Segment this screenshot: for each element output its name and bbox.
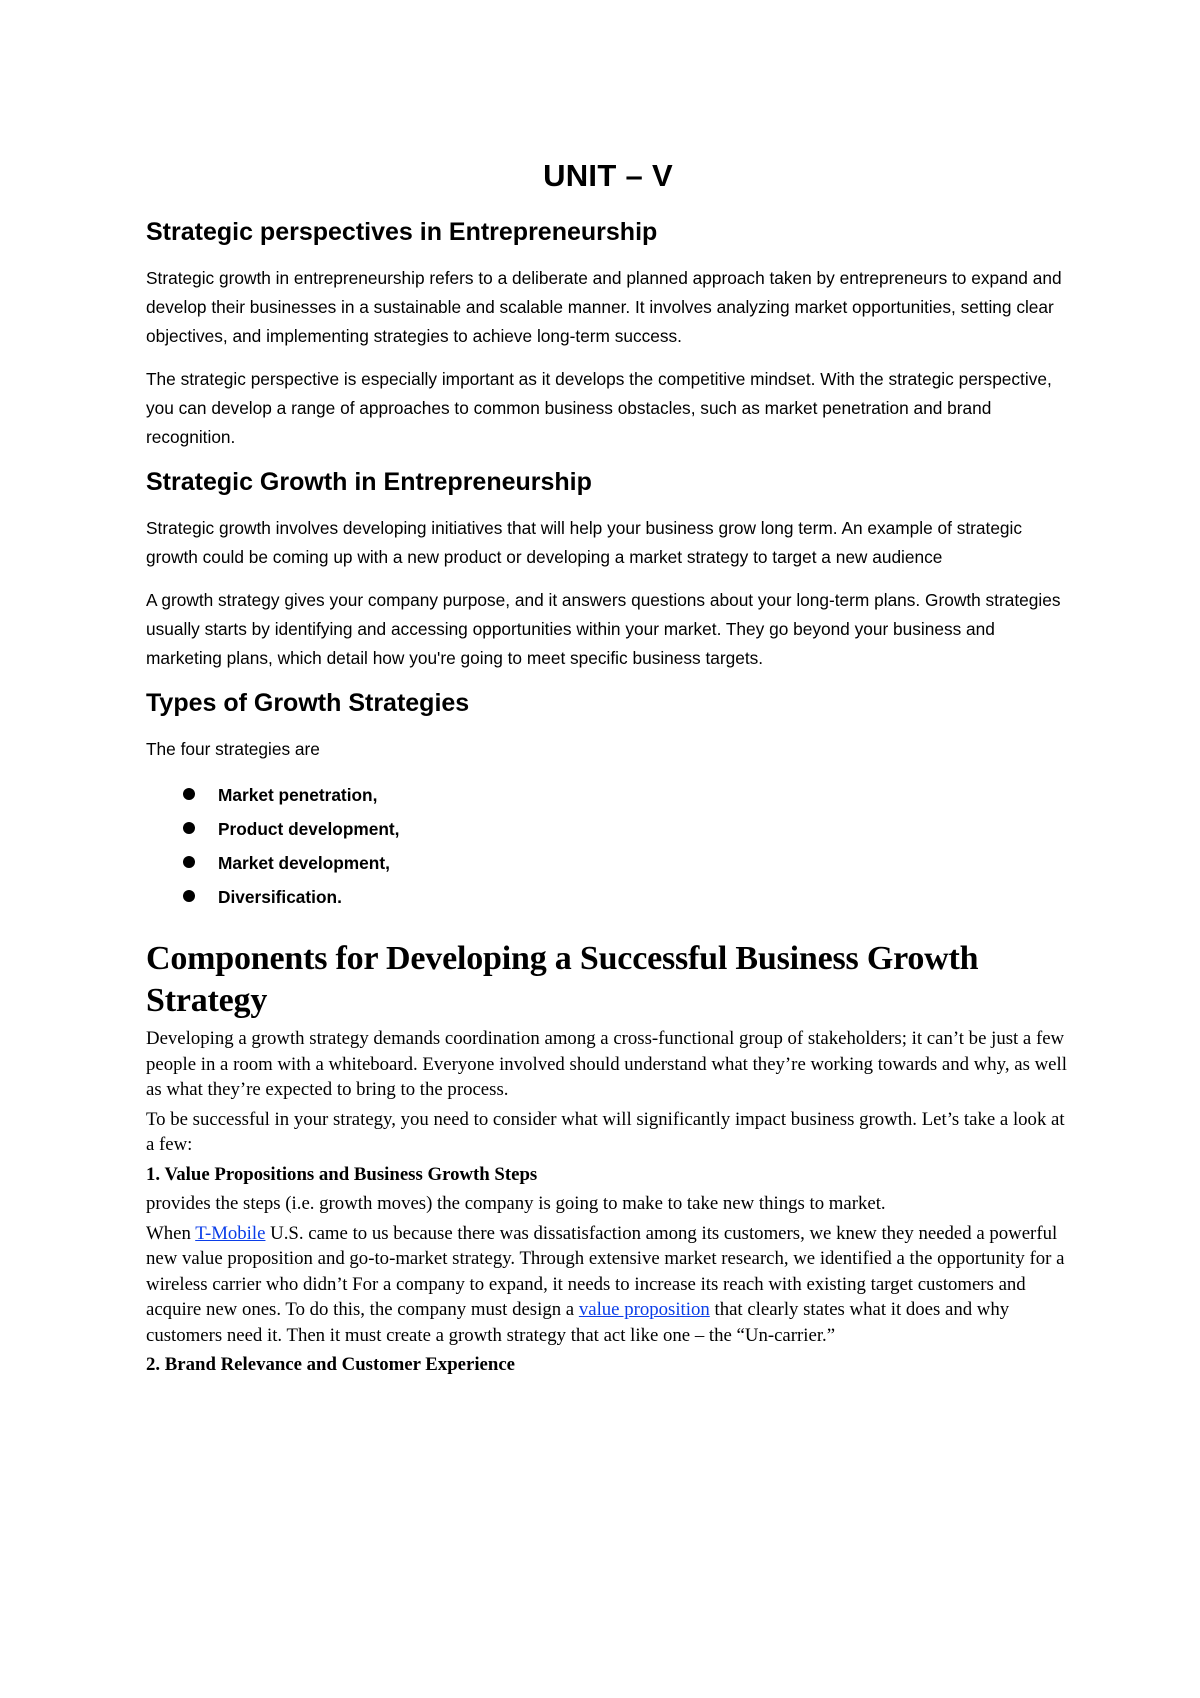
list-item-label: Market penetration, [218,785,378,805]
heading-types-of-growth: Types of Growth Strategies [146,689,470,717]
strategy-list [146,778,1070,914]
paragraph: Strategic growth involves developing initiatives that will help your business grow long term. An example of strategic growth could be coming up with a new product or developing a market strategy to target a new audience [146,518,1023,567]
bullet-icon [183,822,195,834]
paragraph-tmobile [146,1221,1070,1349]
paragraph: A growth strategy gives your company purpose, and it answers questions about your long-term plans. Growth strategies usually starts by identifying and accessing opportunities within your market. They go beyond your business and marketing plans, which detail how you're going to meet specific business targets. [146,590,1061,668]
text-run: When [146,1222,196,1244]
heading-components: Components for Developing a Successful Business Growth Strategy [146,940,979,1019]
list-item-label: Product development, [218,819,400,839]
list-item [146,880,1070,914]
bullet-icon [183,856,195,868]
paragraph: Strategic growth in entrepreneurship refers to a deliberate and planned approach taken by entrepreneurs to expand and develop their businesses in a sustainable and scalable manner. It involves analyzing market opportunities, setting clear objectives, and implementing strategies to achieve long-term success. [146,268,1062,346]
subheading-brand-relevance: 2. Brand Relevance and Customer Experience [146,1354,515,1375]
list-item-label: Market development, [218,853,390,873]
paragraph: To be successful in your strategy, you need to consider what will significantly impact business growth. Let’s take a look at a few: [146,1108,1065,1155]
list-item-label: Diversification. [218,887,342,907]
subheading-value-propositions: 1. Value Propositions and Business Growth Steps [146,1163,538,1185]
text-run: U.S. came to us because there was dissatisfaction among its customers, we knew they needed a powerful new value proposition and go-to-market strategy. Through extensive market research, we identified a the opportunity for a wireless carrier who didn’t For a company to expand, it needs to increase its reach with existing target customers and acquire new ones. To do this, the company must design a [146,1222,1065,1320]
page-title: UNIT – V [543,158,673,193]
paragraph: Developing a growth strategy demands coordination among a cross-functional group of stakeholders; it can’t be just a few people in a room with a whiteboard. Everyone involved should understand what they’re working towards and why, as well as what they’re expected to bring to the process. [146,1028,1067,1100]
list-item [146,846,1070,880]
bullet-icon [183,890,195,902]
paragraph: The four strategies are [146,739,320,759]
heading-strategic-growth: Strategic Growth in Entrepreneurship [146,468,592,496]
heading-strategic-perspectives: Strategic perspectives in Entrepreneurship [146,218,658,246]
tmobile-link[interactable]: T-Mobile [195,1222,266,1244]
paragraph: provides the steps (i.e. growth moves) the company is going to make to take new things to market. [146,1193,886,1214]
value-proposition-link[interactable]: value proposition [578,1299,710,1320]
paragraph: The strategic perspective is especially important as it develops the competitive mindset. With the strategic perspective, you can develop a range of approaches to common business obstacles, such as market penetration and brand recognition. [146,369,1052,447]
bullet-icon [183,788,195,800]
text-run: that clearly states what it does and why customers need it. Then it must create a growth strategy that act like one – the “Un-carrier.” [146,1299,1010,1346]
list-item [146,778,1070,812]
list-item [146,812,1070,846]
